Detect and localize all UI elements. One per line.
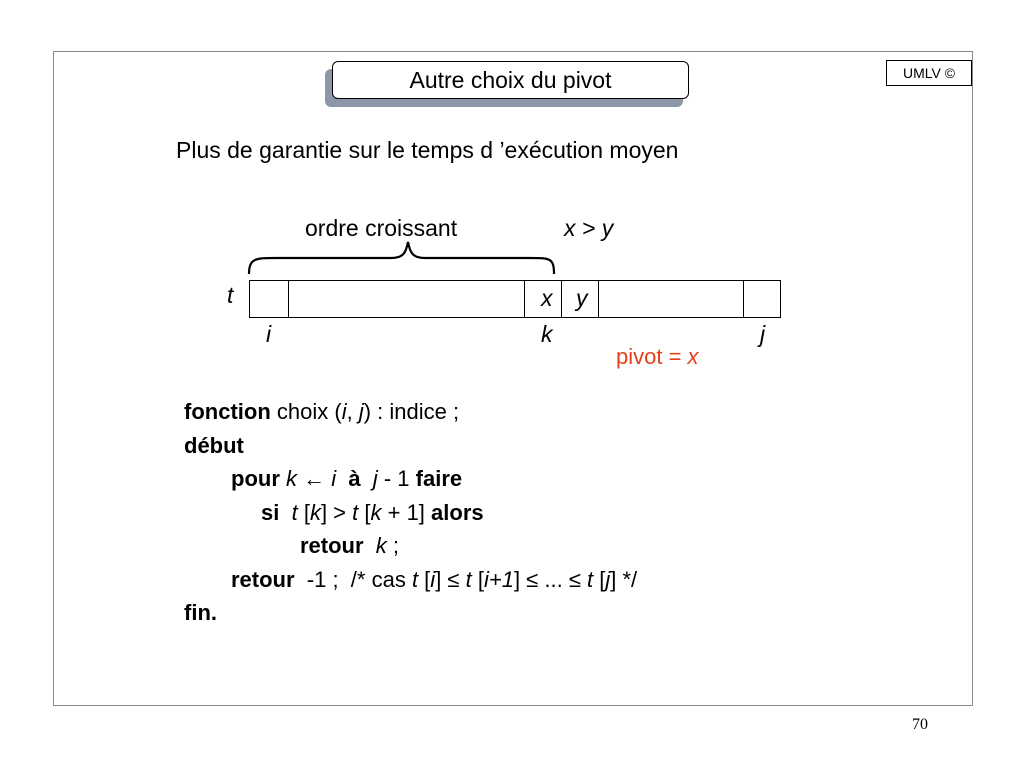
code-line-5 [184,529,637,563]
var-j: j [372,466,378,491]
index-k: k [541,321,553,347]
cell-x-label: x [541,285,553,311]
kw-retour: retour [300,533,364,558]
kw-fonction: fonction [184,399,271,424]
index-j: j [760,321,766,347]
kw-si: si [261,499,280,525]
code-line-3 [184,462,637,496]
code-text: [ [358,499,371,525]
code-text: ] */ [610,566,638,592]
pivot-text: pivot = [616,344,688,369]
kw-debut: début [184,432,244,458]
code-text: choix ( [270,399,342,424]
code-text: [ [297,499,310,525]
kw-fin: fin. [184,600,217,625]
var-k: k [309,499,321,525]
pivot-var: x [687,344,699,369]
var-i: i [341,399,347,424]
var-j: j [358,399,364,424]
array-cell [743,280,781,318]
code-text: ← [297,466,332,491]
code-text: [ [418,566,431,592]
subtitle: Plus de garantie sur le temps d ’exécution moyen [176,137,679,163]
code-text: + 1] [381,499,432,525]
array-cell [598,280,744,318]
kw-pour: pour [231,466,280,491]
var-t: t [411,566,419,592]
brace-label: ordre croissant [305,215,458,241]
var-j: j [605,566,611,592]
index-i: i [266,321,272,347]
kw-retour: retour [231,566,295,592]
var-i: i [430,566,436,592]
code-line-7 [184,596,637,630]
var-k: k [286,466,298,491]
code-line-4 [184,496,637,530]
condition-label [564,217,613,240]
curly-brace [246,240,562,278]
array-cell [249,280,289,318]
slide-title [332,61,689,99]
array-cell-x [524,280,562,318]
code-text: ; [386,533,400,558]
code-text: [ [593,566,606,592]
copyright-badge [886,60,972,86]
code-text: ] > [320,499,353,525]
page-number: 70 [912,716,928,733]
kw-a: à [348,466,361,491]
code-text: , [346,399,359,424]
var-k: k [375,533,387,558]
code-line-1 [184,395,637,429]
array-cell [288,280,525,318]
code-text: - 1 [377,466,416,491]
pivot-label [616,346,699,368]
var-t: t [291,499,298,525]
kw-faire: faire [415,466,463,491]
code-line-6 [184,563,637,597]
code-text: ] ≤ [435,566,466,592]
copyright-badge-text: UMLV © [902,65,956,81]
array-cell-y [561,280,599,318]
condition-text: x > y [564,215,614,241]
var-t: t [465,566,472,592]
var-i-plus-1: i+1 [483,566,514,592]
code-text: ] ≤ ... ≤ [513,566,587,592]
cell-y-label: y [576,285,588,311]
array-name: t [227,282,234,308]
var-t: t [587,566,594,592]
code-line-2 [184,429,637,463]
var-k: k [370,499,382,525]
var-t: t [352,499,359,525]
kw-alors: alors [431,499,484,525]
code-text: [ [471,566,484,592]
var-i: i [331,466,337,491]
slide-title-text: Autre choix du pivot [409,66,612,93]
code-text: ) : indice ; [363,399,460,424]
pseudo-code [184,395,637,630]
code-text: -1 ; /* cas [294,566,412,592]
